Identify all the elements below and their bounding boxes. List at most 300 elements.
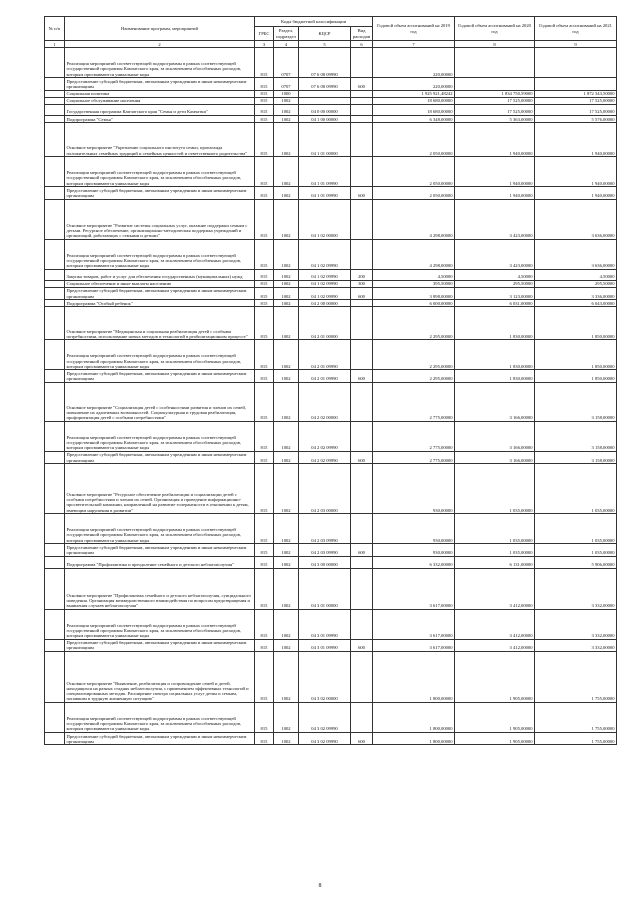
row-name-cell: Предоставление субсидий бюджетным, автономным учреждениям и иным некоммерческим организациям — [65, 451, 255, 463]
row-2020-cell: 3 123,00000 — [455, 287, 535, 299]
row-razdel-cell: 0707 — [274, 78, 299, 90]
table-row — [45, 464, 617, 514]
table-row — [45, 556, 617, 568]
table-row — [45, 199, 617, 239]
row-grbs-cell: 815 — [255, 514, 274, 544]
column-index: 1 — [45, 41, 65, 48]
row-grbs-cell: 815 — [255, 123, 274, 157]
row-grbs-cell: 815 — [255, 544, 274, 556]
row-number-cell — [45, 568, 65, 609]
row-razdel-cell: 1002 — [274, 105, 299, 116]
row-2020-cell: 1 834 750,59000 — [455, 90, 535, 97]
row-vid-cell: 300 — [351, 280, 373, 287]
row-csr-cell: 04 2 01 09990 — [299, 370, 351, 382]
row-number-cell — [45, 116, 65, 123]
row-name-cell: Предоставление субсидий бюджетным, автономным учреждениям и иным некоммерческим организациям — [65, 733, 255, 745]
row-2019-cell: 395,50000 — [373, 280, 455, 287]
row-2020-cell: 6 131,00000 — [455, 556, 535, 568]
row-vid-cell — [351, 568, 373, 609]
row-number-cell — [45, 123, 65, 157]
row-grbs-cell: 815 — [255, 287, 274, 299]
budget-page — [44, 16, 616, 745]
row-2020-cell — [455, 48, 535, 78]
row-name-cell: Подпрограмма "Семья" — [65, 116, 255, 123]
row-grbs-cell: 815 — [255, 652, 274, 703]
row-2019-cell: 6 332,00000 — [373, 556, 455, 568]
row-name-cell: Государственная программа Камчатского края "Семья и дети Камчатки" — [65, 105, 255, 116]
row-name-cell: Основное мероприятие "Социализация детей с особенностями развития и членов их семей, повышение их адаптивных возможностей. Социокультурная и трудовая реабилитация, профориентация детей с особыми потребностями" — [65, 382, 255, 421]
row-csr-cell: 04 2 02 00000 — [299, 382, 351, 421]
row-grbs-cell: 815 — [255, 733, 274, 745]
row-grbs-cell: 815 — [255, 78, 274, 90]
row-grbs-cell: 815 — [255, 157, 274, 187]
row-razdel-cell: 1002 — [274, 370, 299, 382]
row-2020-cell: 1 035,00000 — [455, 464, 535, 514]
row-2019-cell: 3 617,00000 — [373, 639, 455, 651]
row-number-cell — [45, 652, 65, 703]
table-row — [45, 90, 617, 97]
row-number-cell — [45, 733, 65, 745]
row-razdel-cell: 1002 — [274, 639, 299, 651]
row-2020-cell: 3 412,00000 — [455, 568, 535, 609]
row-2021-cell: 1 035,00000 — [535, 544, 617, 556]
row-vid-cell — [351, 421, 373, 451]
row-2021-cell: 3 332,00000 — [535, 639, 617, 651]
row-2019-cell: 3 617,00000 — [373, 568, 455, 609]
row-razdel-cell: 1002 — [274, 239, 299, 269]
row-grbs-cell: 815 — [255, 609, 274, 639]
row-2020-cell: 1 905,00000 — [455, 652, 535, 703]
row-number-cell — [45, 97, 65, 104]
row-razdel-cell: 1002 — [274, 157, 299, 187]
row-name-cell: Предоставление субсидий бюджетным, автономным учреждениям и иным некоммерческим организациям — [65, 370, 255, 382]
row-2021-cell: 3 636,00000 — [535, 199, 617, 239]
row-2019-cell: 930,00000 — [373, 514, 455, 544]
page-number: 8 — [318, 883, 322, 889]
row-razdel-cell: 1002 — [274, 703, 299, 733]
header-csr: КЦСР — [299, 27, 351, 41]
row-grbs-cell: 815 — [255, 199, 274, 239]
row-2020-cell: 1 940,00000 — [455, 157, 535, 187]
row-razdel-cell: 1002 — [274, 733, 299, 745]
table-row — [45, 370, 617, 382]
row-razdel-cell: 1002 — [274, 187, 299, 199]
row-name-cell: Социальное обеспечение и иные выплаты населению — [65, 280, 255, 287]
row-2019-cell: 3 617,00000 — [373, 609, 455, 639]
row-name-cell: Основное мероприятие "Укрепление социального института семьи, пропаганда положительных семейных традиций и семейных ценностей и ответственного родительства" — [65, 123, 255, 157]
row-csr-cell: 04 1 00 00000 — [299, 116, 351, 123]
row-2020-cell: 1 905,00000 — [455, 703, 535, 733]
table-row — [45, 280, 617, 287]
row-2019-cell: 6 000,00000 — [373, 300, 455, 307]
row-2019-cell: 220,00000 — [373, 78, 455, 90]
row-csr-cell: 04 1 01 09990 — [299, 187, 351, 199]
header-2020: Годовой объем ассигнований на 2020 год — [455, 17, 535, 41]
row-number-cell — [45, 199, 65, 239]
table-row — [45, 116, 617, 123]
row-number-cell — [45, 382, 65, 421]
row-razdel-cell: 1002 — [274, 464, 299, 514]
row-number-cell — [45, 90, 65, 97]
row-2019-cell: 18 680,00000 — [373, 97, 455, 104]
row-2021-cell: 17 525,00000 — [535, 105, 617, 116]
row-name-cell: Социальная политика — [65, 90, 255, 97]
row-csr-cell: 07 6 08 09990 — [299, 78, 351, 90]
row-csr-cell: 04 3 01 09990 — [299, 609, 351, 639]
header-2021: Годовой объем ассигнований на 2021 год — [535, 17, 617, 41]
row-csr-cell: 07 6 08 09990 — [299, 48, 351, 78]
table-row — [45, 187, 617, 199]
row-2020-cell: 3 166,00000 — [455, 382, 535, 421]
row-vid-cell — [351, 609, 373, 639]
row-number-cell — [45, 370, 65, 382]
row-2020-cell: 6 031,00000 — [455, 300, 535, 307]
table-row — [45, 382, 617, 421]
row-2021-cell: 5 576,00000 — [535, 116, 617, 123]
row-2021-cell: 5 906,00000 — [535, 556, 617, 568]
row-vid-cell: 200 — [351, 269, 373, 280]
row-grbs-cell: 815 — [255, 90, 274, 97]
row-2021-cell: 6 043,00000 — [535, 300, 617, 307]
row-csr-cell: 04 3 02 09990 — [299, 703, 351, 733]
row-razdel-cell: 1002 — [274, 280, 299, 287]
row-grbs-cell: 815 — [255, 382, 274, 421]
row-vid-cell — [351, 307, 373, 340]
table-row — [45, 105, 617, 116]
row-razdel-cell: 1002 — [274, 97, 299, 104]
table-row — [45, 609, 617, 639]
row-grbs-cell: 815 — [255, 239, 274, 269]
row-2020-cell: 3 423,00000 — [455, 239, 535, 269]
row-2021-cell: 1 850,00000 — [535, 307, 617, 340]
row-number-cell — [45, 703, 65, 733]
row-csr-cell: 04 2 03 00000 — [299, 464, 351, 514]
row-vid-cell — [351, 123, 373, 157]
row-csr-cell: 04 2 01 00000 — [299, 307, 351, 340]
row-2021-cell: 1 035,00000 — [535, 464, 617, 514]
row-2019-cell: 2 295,00000 — [373, 340, 455, 370]
row-vid-cell — [351, 556, 373, 568]
row-vid-cell: 600 — [351, 639, 373, 651]
row-number-cell — [45, 239, 65, 269]
row-csr-cell: 04 1 02 09990 — [299, 287, 351, 299]
row-name-cell: Предоставление субсидий бюджетным, автономным учреждениям и иным некоммерческим организациям — [65, 78, 255, 90]
row-name-cell: Реализация мероприятий соответствующей подпрограммы в рамках соответствующей государственной программы Камчатского края, за исключением обособленных расходов, которым присваиваются уникальные коды — [65, 48, 255, 78]
row-razdel-cell: 1000 — [274, 90, 299, 97]
row-2021-cell: 3 158,00000 — [535, 451, 617, 463]
row-2021-cell: 1 755,00000 — [535, 733, 617, 745]
row-vid-cell — [351, 464, 373, 514]
header-codes-group: Коды бюджетной классификации — [255, 17, 373, 27]
row-number-cell — [45, 187, 65, 199]
row-razdel-cell: 1002 — [274, 269, 299, 280]
row-razdel-cell: 1002 — [274, 287, 299, 299]
table-row — [45, 157, 617, 187]
row-vid-cell — [351, 48, 373, 78]
row-2020-cell: 1 905,00000 — [455, 733, 535, 745]
row-razdel-cell: 1002 — [274, 568, 299, 609]
row-vid-cell — [351, 97, 373, 104]
row-name-cell: Предоставление субсидий бюджетным, автономным учреждениям и иным некоммерческим организациям — [65, 544, 255, 556]
row-2019-cell: 4 298,00000 — [373, 239, 455, 269]
row-2021-cell: 3 636,00000 — [535, 239, 617, 269]
row-2020-cell — [455, 78, 535, 90]
row-razdel-cell: 1002 — [274, 382, 299, 421]
row-csr-cell: 04 3 01 00000 — [299, 568, 351, 609]
table-row — [45, 287, 617, 299]
row-name-cell: Подпрограмма "Особый ребенок" — [65, 300, 255, 307]
row-csr-cell: 04 1 02 09990 — [299, 269, 351, 280]
row-2019-cell: 6 348,00000 — [373, 116, 455, 123]
row-razdel-cell: 1002 — [274, 421, 299, 451]
row-csr-cell — [299, 97, 351, 104]
row-vid-cell: 600 — [351, 287, 373, 299]
row-name-cell: Основное мероприятие "Медицинская и социальная реабилитация детей с особыми потребностями, использование новых методов и технологий в реабилитационном процессе" — [65, 307, 255, 340]
row-2020-cell: 1 830,00000 — [455, 340, 535, 370]
row-csr-cell: 04 1 02 00000 — [299, 199, 351, 239]
table-row — [45, 300, 617, 307]
row-vid-cell — [351, 382, 373, 421]
row-2020-cell: 3 166,00000 — [455, 421, 535, 451]
row-csr-cell: 04 0 00 00000 — [299, 105, 351, 116]
row-2019-cell: 1 800,00000 — [373, 652, 455, 703]
row-vid-cell — [351, 116, 373, 123]
row-2021-cell: 1 940,00000 — [535, 157, 617, 187]
row-2019-cell: 2 775,00000 — [373, 382, 455, 421]
row-name-cell: Реализация мероприятий соответствующей подпрограммы в рамках соответствующей государственной программы Камчатского края, за исключением обособленных расходов, которым присваиваются уникальные коды — [65, 609, 255, 639]
row-vid-cell: 600 — [351, 370, 373, 382]
row-2020-cell: 17 525,00000 — [455, 97, 535, 104]
row-csr-cell: 04 1 02 09990 — [299, 280, 351, 287]
row-grbs-cell: 815 — [255, 556, 274, 568]
row-razdel-cell: 1002 — [274, 556, 299, 568]
row-name-cell: Закупка товаров, работ и услуг для обеспечения государственных (муниципальных) нужд — [65, 269, 255, 280]
row-2019-cell: 930,00000 — [373, 464, 455, 514]
row-razdel-cell: 1002 — [274, 307, 299, 340]
row-name-cell: Социальное обслуживание населения — [65, 97, 255, 104]
row-number-cell — [45, 105, 65, 116]
row-number-cell — [45, 307, 65, 340]
row-name-cell: Реализация мероприятий соответствующей подпрограммы в рамках соответствующей государственной программы Камчатского края, за исключением обособленных расходов, которым присваиваются уникальные коды — [65, 514, 255, 544]
row-2021-cell: 3 332,00000 — [535, 568, 617, 609]
row-2019-cell: 2 050,00000 — [373, 187, 455, 199]
row-csr-cell: 04 2 02 09990 — [299, 451, 351, 463]
row-2020-cell: 17 525,00000 — [455, 105, 535, 116]
table-row — [45, 97, 617, 104]
row-2020-cell: 3 412,00000 — [455, 639, 535, 651]
row-number-cell — [45, 556, 65, 568]
row-razdel-cell: 1002 — [274, 123, 299, 157]
row-number-cell — [45, 340, 65, 370]
row-2019-cell: 220,00000 — [373, 48, 455, 78]
row-vid-cell — [351, 300, 373, 307]
table-row — [45, 703, 617, 733]
table-body — [45, 48, 617, 745]
row-number-cell — [45, 269, 65, 280]
row-2020-cell: 1 035,00000 — [455, 544, 535, 556]
row-grbs-cell: 815 — [255, 307, 274, 340]
row-2020-cell: 1 830,00000 — [455, 307, 535, 340]
row-csr-cell: 04 2 03 09990 — [299, 544, 351, 556]
header-2019: Годовой объем ассигнований на 2019 год — [373, 17, 455, 41]
row-grbs-cell: 815 — [255, 48, 274, 78]
row-2021-cell: 1 035,00000 — [535, 514, 617, 544]
row-number-cell — [45, 514, 65, 544]
row-2019-cell: 2 295,00000 — [373, 370, 455, 382]
row-2021-cell: 17 525,00000 — [535, 97, 617, 104]
table-row — [45, 269, 617, 280]
row-grbs-cell: 815 — [255, 269, 274, 280]
table-row — [45, 78, 617, 90]
row-razdel-cell: 1002 — [274, 609, 299, 639]
row-2021-cell: 3 332,00000 — [535, 609, 617, 639]
table-row — [45, 544, 617, 556]
row-2021-cell: 4,50000 — [535, 269, 617, 280]
row-name-cell: Реализация мероприятий соответствующей подпрограммы в рамках соответствующей государственной программы Камчатского края, за исключением обособленных расходов, которым присваиваются уникальные коды — [65, 703, 255, 733]
row-vid-cell — [351, 105, 373, 116]
table-row — [45, 123, 617, 157]
column-index: 8 — [455, 41, 535, 48]
header-num: № п/п — [45, 17, 65, 41]
row-vid-cell: 600 — [351, 78, 373, 90]
row-razdel-cell: 1002 — [274, 544, 299, 556]
row-2020-cell: 1 940,00000 — [455, 123, 535, 157]
row-2021-cell — [535, 48, 617, 78]
row-csr-cell: 04 3 02 00000 — [299, 652, 351, 703]
row-grbs-cell: 815 — [255, 280, 274, 287]
row-razdel-cell: 1002 — [274, 116, 299, 123]
row-number-cell — [45, 78, 65, 90]
row-2021-cell: 1 940,00000 — [535, 187, 617, 199]
row-2021-cell: 1 755,00000 — [535, 703, 617, 733]
row-number-cell — [45, 421, 65, 451]
column-index-row — [45, 41, 617, 48]
row-2019-cell: 2 775,00000 — [373, 451, 455, 463]
row-2020-cell: 1 035,00000 — [455, 514, 535, 544]
row-grbs-cell: 815 — [255, 340, 274, 370]
row-vid-cell — [351, 199, 373, 239]
table-row — [45, 639, 617, 651]
row-number-cell — [45, 464, 65, 514]
table-row — [45, 514, 617, 544]
row-razdel-cell: 1002 — [274, 340, 299, 370]
row-2021-cell: 3 158,00000 — [535, 382, 617, 421]
row-name-cell: Предоставление субсидий бюджетным, автономным учреждениям и иным некоммерческим организациям — [65, 187, 255, 199]
row-number-cell — [45, 451, 65, 463]
row-vid-cell — [351, 514, 373, 544]
row-2019-cell: 1 800,00000 — [373, 733, 455, 745]
row-2019-cell: 3 898,00000 — [373, 287, 455, 299]
row-vid-cell — [351, 157, 373, 187]
row-2021-cell: 1 755,00000 — [535, 652, 617, 703]
row-name-cell: Предоставление субсидий бюджетным, автономным учреждениям и иным некоммерческим организациям — [65, 287, 255, 299]
row-vid-cell — [351, 652, 373, 703]
table-row — [45, 451, 617, 463]
row-2019-cell: 2 295,00000 — [373, 307, 455, 340]
row-grbs-cell: 815 — [255, 464, 274, 514]
budget-table — [44, 16, 617, 745]
row-2019-cell: 2 050,00000 — [373, 123, 455, 157]
row-name-cell: Реализация мероприятий соответствующей подпрограммы в рамках соответствующей государственной программы Камчатского края, за исключением обособленных расходов, которым присваиваются уникальные коды — [65, 157, 255, 187]
row-2019-cell: 1 800,00000 — [373, 703, 455, 733]
row-vid-cell — [351, 340, 373, 370]
row-vid-cell: 600 — [351, 187, 373, 199]
row-razdel-cell: 1002 — [274, 199, 299, 239]
row-csr-cell: 04 2 01 09990 — [299, 340, 351, 370]
row-2021-cell: 1 850,00000 — [535, 340, 617, 370]
row-name-cell: Основное мероприятие "Профилактика семейного и детского неблагополучия, суицидального поведения. Организация межведомственного взаимодействия по вопросам предотвращения и выявления случаев неблагополучия" — [65, 568, 255, 609]
table-row — [45, 340, 617, 370]
row-razdel-cell: 1002 — [274, 652, 299, 703]
table-row — [45, 652, 617, 703]
row-2019-cell: 2 050,00000 — [373, 157, 455, 187]
row-number-cell — [45, 287, 65, 299]
header-vid: Вид расходов — [351, 27, 373, 41]
row-2020-cell: 1 830,00000 — [455, 370, 535, 382]
row-name-cell: Реализация мероприятий соответствующей подпрограммы в рамках соответствующей государственной программы Камчатского края, за исключением обособленных расходов, которым присваиваются уникальные коды — [65, 421, 255, 451]
column-index: 4 — [274, 41, 299, 48]
row-number-cell — [45, 48, 65, 78]
row-csr-cell: 04 2 02 09990 — [299, 421, 351, 451]
row-vid-cell: 600 — [351, 544, 373, 556]
row-2019-cell: 930,00000 — [373, 544, 455, 556]
column-index: 6 — [351, 41, 373, 48]
table-row — [45, 48, 617, 78]
row-grbs-cell: 815 — [255, 187, 274, 199]
row-csr-cell: 04 2 00 00000 — [299, 300, 351, 307]
column-index: 5 — [299, 41, 351, 48]
column-index: 2 — [65, 41, 255, 48]
row-csr-cell: 04 3 01 09990 — [299, 639, 351, 651]
row-grbs-cell: 815 — [255, 568, 274, 609]
row-razdel-cell: 1002 — [274, 300, 299, 307]
row-name-cell: Подпрограмма "Профилактика и преодоление семейного и детского неблагополучия" — [65, 556, 255, 568]
row-2020-cell: 1 940,00000 — [455, 187, 535, 199]
header-razdel: Раздел, подраздел — [274, 27, 299, 41]
column-index: 7 — [373, 41, 455, 48]
row-razdel-cell: 1002 — [274, 514, 299, 544]
row-name-cell: Предоставление субсидий бюджетным, автономным учреждениям и иным некоммерческим организациям — [65, 639, 255, 651]
table-row — [45, 307, 617, 340]
table-row — [45, 239, 617, 269]
row-number-cell — [45, 280, 65, 287]
row-2021-cell: 1 850,00000 — [535, 370, 617, 382]
row-csr-cell: 04 1 01 09990 — [299, 157, 351, 187]
row-razdel-cell: 1002 — [274, 451, 299, 463]
row-grbs-cell: 815 — [255, 300, 274, 307]
row-csr-cell: 04 1 02 09990 — [299, 239, 351, 269]
row-vid-cell — [351, 703, 373, 733]
row-vid-cell: 600 — [351, 733, 373, 745]
row-csr-cell: 04 2 03 09990 — [299, 514, 351, 544]
row-2019-cell: 18 680,00000 — [373, 105, 455, 116]
row-name-cell: Основное мероприятие "Развитие системы социальных услуг, оказание поддержки семьям с детьми. Ресурсное обеспечение, организационно-методическая поддержка учреждений и организаций, работающих с семьями и детьми" — [65, 199, 255, 239]
row-number-cell — [45, 609, 65, 639]
row-csr-cell: 04 3 00 00000 — [299, 556, 351, 568]
row-csr-cell: 04 1 01 00000 — [299, 123, 351, 157]
column-index: 3 — [255, 41, 274, 48]
row-number-cell — [45, 544, 65, 556]
row-2020-cell: 3 412,00000 — [455, 609, 535, 639]
row-name-cell: Реализация мероприятий соответствующей подпрограммы в рамках соответствующей государственной программы Камчатского края, за исключением обособленных расходов, которым присваиваются уникальные коды — [65, 340, 255, 370]
row-2020-cell: 3 166,00000 — [455, 451, 535, 463]
row-2021-cell — [535, 78, 617, 90]
row-vid-cell — [351, 90, 373, 97]
row-grbs-cell: 815 — [255, 639, 274, 651]
row-grbs-cell: 815 — [255, 703, 274, 733]
row-grbs-cell: 815 — [255, 421, 274, 451]
row-vid-cell: 600 — [351, 451, 373, 463]
